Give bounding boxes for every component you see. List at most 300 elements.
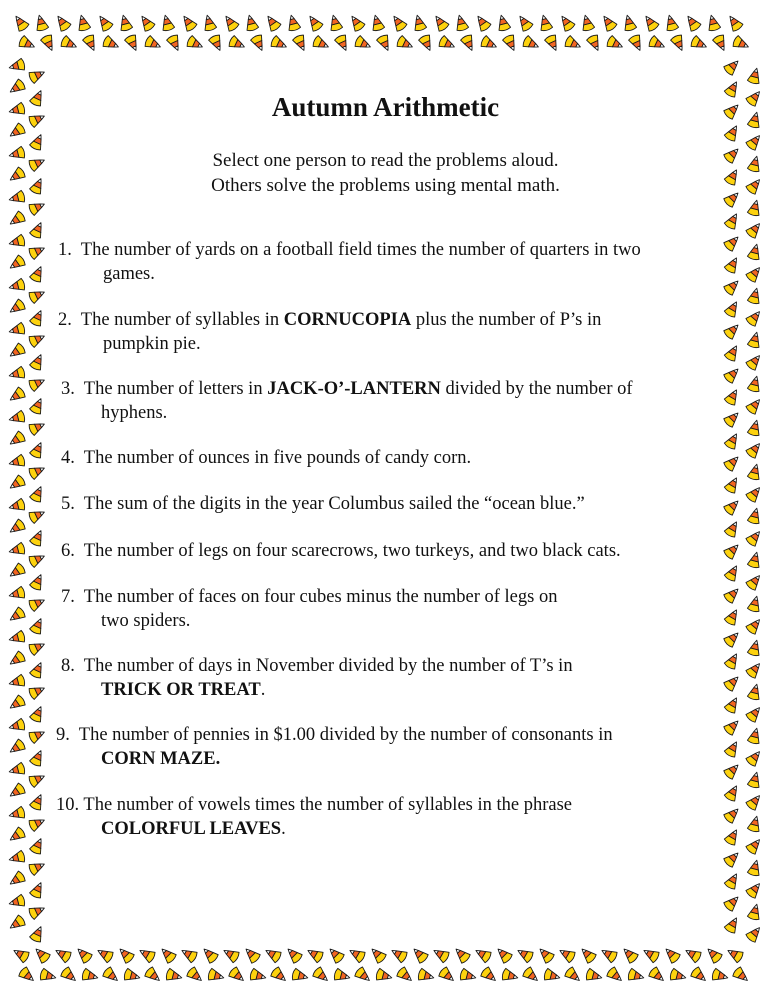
candy-corn-icon bbox=[28, 463, 47, 480]
candy-corn-icon bbox=[144, 966, 164, 985]
candy-corn-icon bbox=[32, 945, 51, 964]
candy-corn-icon bbox=[8, 630, 26, 646]
candy-corn-icon bbox=[8, 762, 26, 778]
candy-corn-icon bbox=[29, 836, 46, 855]
candy-corn-icon bbox=[724, 343, 742, 362]
candy-corn-icon bbox=[396, 966, 416, 985]
candy-corn-icon bbox=[327, 14, 343, 32]
candy-corn-icon bbox=[28, 507, 47, 524]
candy-corn-icon bbox=[7, 430, 27, 449]
candy-corn-icon bbox=[494, 945, 513, 964]
candy-corn-icon bbox=[724, 651, 742, 670]
candy-corn-icon bbox=[7, 518, 27, 537]
candy-corn-icon bbox=[627, 968, 645, 984]
problem-text-line2: games. bbox=[103, 264, 155, 284]
candy-corn-icon bbox=[745, 748, 764, 768]
candy-corn-icon bbox=[29, 616, 46, 635]
candy-corn-icon bbox=[724, 299, 742, 318]
candy-corn-icon bbox=[8, 542, 26, 558]
candy-corn-icon bbox=[29, 924, 46, 943]
candy-corn-icon bbox=[648, 966, 668, 985]
problem-number: 5. bbox=[61, 494, 75, 514]
candy-corn-icon bbox=[270, 35, 289, 52]
candy-corn-icon bbox=[60, 966, 80, 985]
candy-corn-icon bbox=[7, 694, 27, 713]
candy-corn-icon bbox=[7, 474, 27, 493]
candy-corn-icon bbox=[7, 826, 27, 845]
candy-corn-icon bbox=[8, 278, 26, 294]
instruction-line: Others solve the problems using mental math. bbox=[211, 175, 560, 196]
candy-corn-icon bbox=[495, 14, 511, 32]
candy-corn-icon bbox=[732, 35, 751, 52]
candy-corn-icon bbox=[418, 34, 435, 53]
candy-corn-icon bbox=[745, 572, 764, 592]
instructions bbox=[0, 148, 771, 198]
candy-corn-icon bbox=[28, 551, 47, 568]
candy-corn-icon bbox=[669, 968, 687, 984]
candy-corn-icon bbox=[452, 945, 471, 964]
problem-number: 8. bbox=[61, 656, 75, 676]
candy-corn-icon bbox=[29, 528, 46, 547]
candy-corn-icon bbox=[724, 739, 742, 758]
candy-corn-icon bbox=[8, 718, 26, 734]
problem-keyword: COLORFUL LEAVES bbox=[101, 819, 282, 839]
problem-text: The number of pennies in $1.00 divided by the number of consonants in bbox=[78, 725, 613, 745]
candy-corn-icon bbox=[347, 13, 366, 33]
candy-corn-icon bbox=[712, 34, 729, 53]
candy-corn-icon bbox=[7, 562, 27, 581]
problem-number: 10. bbox=[56, 795, 80, 815]
candy-corn-icon bbox=[438, 966, 458, 985]
candy-corn-icon bbox=[29, 220, 46, 239]
candy-corn-icon bbox=[250, 34, 267, 53]
candy-corn-icon bbox=[747, 243, 763, 261]
candy-corn-icon bbox=[724, 475, 742, 494]
candy-corn-icon bbox=[53, 945, 72, 963]
candy-corn-icon bbox=[7, 298, 27, 317]
candy-corn-icon bbox=[29, 396, 46, 415]
candy-corn-icon bbox=[747, 331, 763, 349]
problem-keyword: CORN MAZE. bbox=[101, 749, 221, 769]
candy-corn-icon bbox=[515, 945, 534, 963]
candy-corn-icon bbox=[747, 595, 763, 613]
candy-corn-icon bbox=[312, 966, 332, 985]
candy-corn-icon bbox=[7, 914, 27, 933]
candy-corn-icon bbox=[747, 683, 763, 701]
problem-3 bbox=[61, 377, 633, 425]
candy-corn-icon bbox=[663, 14, 679, 32]
candy-corn-icon bbox=[29, 352, 46, 371]
candy-corn-icon bbox=[29, 308, 46, 327]
candy-corn-icon bbox=[166, 34, 183, 53]
candy-corn-icon bbox=[291, 968, 309, 984]
candy-corn-icon bbox=[724, 915, 742, 934]
candy-corn-icon bbox=[723, 277, 742, 296]
candy-corn-icon bbox=[29, 792, 46, 811]
problem-keyword: TRICK OR TREAT bbox=[101, 680, 261, 700]
candy-corn-icon bbox=[28, 903, 47, 920]
candy-corn-icon bbox=[723, 761, 742, 780]
candy-corn-icon bbox=[711, 968, 729, 984]
candy-corn-icon bbox=[75, 14, 91, 32]
problem-number: 4. bbox=[61, 448, 75, 468]
candy-corn-icon bbox=[29, 704, 46, 723]
candy-corn-icon bbox=[186, 35, 205, 52]
candy-corn-icon bbox=[410, 945, 429, 964]
candy-corn-icon bbox=[7, 870, 27, 889]
candy-corn-icon bbox=[7, 210, 27, 229]
candy-corn-icon bbox=[81, 968, 99, 984]
candy-corn-icon bbox=[662, 945, 681, 964]
candy-corn-icon bbox=[8, 58, 26, 74]
candy-corn-icon bbox=[53, 13, 72, 33]
candy-corn-icon bbox=[389, 945, 408, 963]
candy-corn-icon bbox=[725, 945, 744, 963]
candy-corn-icon bbox=[723, 365, 742, 384]
candy-corn-icon bbox=[8, 894, 26, 910]
candy-corn-icon bbox=[165, 968, 183, 984]
candy-corn-icon bbox=[723, 497, 742, 516]
candy-corn-icon bbox=[8, 234, 26, 250]
problem-1 bbox=[58, 238, 641, 286]
candy-corn-icon bbox=[723, 541, 742, 560]
candy-corn-icon bbox=[747, 199, 763, 217]
candy-corn-icon bbox=[745, 924, 764, 944]
candy-corn-icon bbox=[28, 287, 47, 304]
problem-keyword: JACK-O’-LANTERN bbox=[267, 379, 441, 399]
problem-text: The number of days in November divided by the number of T’s in bbox=[83, 656, 573, 676]
candy-corn-icon bbox=[137, 13, 156, 33]
candy-corn-icon bbox=[431, 13, 450, 33]
candy-corn-icon bbox=[263, 945, 282, 963]
candy-corn-icon bbox=[95, 945, 114, 963]
candy-corn-icon bbox=[8, 498, 26, 514]
candy-corn-icon bbox=[28, 331, 47, 348]
candy-corn-icon bbox=[347, 945, 366, 963]
candy-corn-icon bbox=[270, 966, 290, 985]
candy-corn-icon bbox=[116, 945, 135, 964]
candy-corn-icon bbox=[28, 199, 47, 216]
candy-corn-icon bbox=[745, 220, 764, 240]
candy-corn-icon bbox=[29, 572, 46, 591]
candy-corn-icon bbox=[326, 945, 345, 964]
candy-corn-icon bbox=[144, 35, 163, 52]
candy-corn-icon bbox=[221, 945, 240, 963]
candy-corn-icon bbox=[28, 243, 47, 260]
candy-corn-icon bbox=[207, 968, 225, 984]
candy-corn-icon bbox=[179, 945, 198, 963]
candy-corn-icon bbox=[228, 966, 248, 985]
candy-corn-icon bbox=[599, 945, 618, 963]
candy-corn-icon bbox=[7, 386, 27, 405]
candy-corn-icon bbox=[117, 14, 133, 32]
candy-corn-icon bbox=[473, 13, 492, 33]
candy-corn-icon bbox=[186, 966, 206, 985]
candy-corn-icon bbox=[564, 35, 583, 52]
candy-corn-icon bbox=[620, 945, 639, 964]
candy-corn-icon bbox=[305, 13, 324, 33]
candy-corn-icon bbox=[7, 606, 27, 625]
candy-corn-icon bbox=[8, 806, 26, 822]
candy-corn-icon bbox=[723, 893, 742, 912]
problem-8 bbox=[61, 654, 573, 702]
candy-corn-icon bbox=[8, 850, 26, 866]
candy-corn-icon bbox=[536, 945, 555, 964]
candy-corn-icon bbox=[29, 660, 46, 679]
problem-text-line2: two spiders. bbox=[101, 611, 191, 631]
candy-corn-icon bbox=[543, 968, 561, 984]
candy-corn-icon bbox=[208, 34, 225, 53]
candy-corn-icon bbox=[724, 827, 742, 846]
candy-corn-icon bbox=[585, 968, 603, 984]
candy-corn-icon bbox=[724, 695, 742, 714]
candy-corn-icon bbox=[745, 660, 764, 680]
candy-corn-icon bbox=[724, 123, 742, 142]
candy-corn-icon bbox=[621, 14, 637, 32]
candy-corn-icon bbox=[28, 771, 47, 788]
problem-number: 1. bbox=[58, 240, 72, 260]
problem-number: 7. bbox=[61, 587, 75, 607]
candy-corn-icon bbox=[200, 945, 219, 964]
candy-corn-icon bbox=[578, 945, 597, 964]
candy-corn-icon bbox=[747, 375, 763, 393]
candy-corn-icon bbox=[28, 67, 47, 84]
problem-text-after: . bbox=[260, 680, 266, 700]
candy-corn-icon bbox=[7, 650, 27, 669]
problem-text: The number of letters in bbox=[83, 379, 268, 399]
candy-corn-icon bbox=[60, 35, 79, 52]
candy-corn-icon bbox=[228, 35, 247, 52]
candy-corn-icon bbox=[724, 783, 742, 802]
candy-corn-icon bbox=[747, 903, 763, 921]
candy-corn-icon bbox=[579, 14, 595, 32]
candy-corn-icon bbox=[28, 639, 47, 656]
candy-corn-icon bbox=[723, 629, 742, 648]
candy-corn-icon bbox=[354, 35, 373, 52]
problem-line2-wrap bbox=[56, 747, 613, 771]
candy-corn-icon bbox=[7, 342, 27, 361]
candy-corn-icon bbox=[28, 595, 47, 612]
candy-corn-icon bbox=[745, 352, 764, 372]
candy-corn-icon bbox=[28, 375, 47, 392]
candy-corn-icon bbox=[557, 945, 576, 963]
candy-corn-icon bbox=[8, 454, 26, 470]
candy-corn-icon bbox=[747, 507, 763, 525]
candy-corn-icon bbox=[723, 321, 742, 340]
problem-number: 2. bbox=[58, 310, 72, 330]
candy-corn-icon bbox=[723, 453, 742, 472]
candy-corn-icon bbox=[375, 968, 393, 984]
candy-corn-icon bbox=[745, 880, 764, 900]
candy-corn-icon bbox=[334, 34, 351, 53]
candy-corn-icon bbox=[333, 968, 351, 984]
problem-line2-wrap bbox=[56, 817, 572, 841]
candy-corn-icon bbox=[39, 968, 57, 984]
candy-corn-icon bbox=[28, 419, 47, 436]
candy-corn-icon bbox=[747, 727, 763, 745]
problem-10 bbox=[56, 793, 572, 841]
candy-corn-icon bbox=[8, 674, 26, 690]
candy-corn-icon bbox=[33, 14, 49, 32]
candy-corn-icon bbox=[745, 484, 764, 504]
problem-9 bbox=[56, 723, 613, 771]
candy-corn-icon bbox=[305, 945, 324, 963]
candy-corn-icon bbox=[745, 704, 764, 724]
candy-corn-icon bbox=[74, 945, 93, 964]
candy-corn-icon bbox=[249, 968, 267, 984]
candy-corn-icon bbox=[705, 14, 721, 32]
candy-corn-icon bbox=[745, 792, 764, 812]
candy-corn-icon bbox=[480, 35, 499, 52]
candy-corn-icon bbox=[723, 585, 742, 604]
candy-corn-icon bbox=[40, 34, 57, 53]
candy-corn-icon bbox=[564, 966, 584, 985]
candy-corn-icon bbox=[243, 14, 259, 32]
candy-corn-icon bbox=[747, 419, 763, 437]
problem-text: The number of legs on four scarecrows, two turkeys, and two black cats. bbox=[83, 541, 621, 561]
candy-corn-icon bbox=[502, 34, 519, 53]
candy-corn-icon bbox=[724, 563, 742, 582]
candy-corn-icon bbox=[599, 13, 618, 33]
candy-corn-icon bbox=[7, 254, 27, 273]
problem-keyword: CORNUCOPIA bbox=[283, 310, 412, 330]
candy-corn-icon bbox=[459, 968, 477, 984]
candy-corn-icon bbox=[389, 13, 408, 33]
problem-4 bbox=[61, 446, 471, 470]
candy-corn-icon bbox=[460, 34, 477, 53]
candy-corn-icon bbox=[724, 519, 742, 538]
candy-corn-icon bbox=[747, 463, 763, 481]
candy-corn-icon bbox=[690, 966, 710, 985]
candy-corn-icon bbox=[747, 815, 763, 833]
candy-corn-icon bbox=[285, 14, 301, 32]
page-title: Autumn Arithmetic bbox=[271, 92, 500, 122]
candy-corn-icon bbox=[725, 13, 744, 33]
candy-corn-icon bbox=[704, 945, 723, 964]
candy-corn-icon bbox=[11, 13, 30, 33]
candy-corn-icon bbox=[263, 13, 282, 33]
candy-corn-icon bbox=[369, 14, 385, 32]
candy-corn-icon bbox=[544, 34, 561, 53]
candy-corn-icon bbox=[747, 859, 763, 877]
problem-6 bbox=[61, 539, 621, 563]
candy-corn-icon bbox=[732, 966, 752, 985]
candy-corn-icon bbox=[292, 34, 309, 53]
candy-corn-icon bbox=[745, 616, 764, 636]
candy-corn-icon bbox=[724, 387, 742, 406]
candy-corn-icon bbox=[8, 366, 26, 382]
problem-text: The number of syllables in bbox=[80, 310, 284, 330]
candy-corn-icon bbox=[522, 35, 541, 52]
candy-corn-icon bbox=[747, 67, 763, 85]
candy-corn-icon bbox=[368, 945, 387, 964]
candy-corn-icon bbox=[745, 440, 764, 460]
candy-corn-icon bbox=[18, 966, 38, 985]
candy-corn-icon bbox=[745, 836, 764, 856]
candy-corn-icon bbox=[7, 782, 27, 801]
candy-corn-icon bbox=[747, 639, 763, 657]
candy-corn-icon bbox=[480, 966, 500, 985]
candy-corn-icon bbox=[641, 13, 660, 33]
problem-text: The number of ounces in five pounds of candy corn. bbox=[83, 448, 472, 468]
candy-corn-icon bbox=[11, 945, 30, 963]
candy-corn-icon bbox=[723, 57, 742, 76]
problem-text-after: plus the number of P’s in bbox=[411, 310, 602, 330]
problem-text-line2: pumpkin pie. bbox=[103, 334, 201, 354]
candy-corn-icon bbox=[723, 409, 742, 428]
candy-corn-icon bbox=[284, 945, 303, 964]
candy-corn-icon bbox=[82, 34, 99, 53]
candy-corn-icon bbox=[8, 322, 26, 338]
candy-corn-icon bbox=[501, 968, 519, 984]
candy-corn-icon bbox=[724, 607, 742, 626]
problem-2 bbox=[58, 308, 601, 356]
candy-corn-icon bbox=[745, 528, 764, 548]
candy-corn-icon bbox=[683, 945, 702, 963]
candy-corn-icon bbox=[690, 35, 709, 52]
candy-corn-icon bbox=[745, 264, 764, 284]
candy-corn-icon bbox=[18, 35, 37, 52]
candy-corn-icon bbox=[606, 966, 626, 985]
candy-corn-icon bbox=[354, 966, 374, 985]
problem-text: The number of faces on four cubes minus the number of legs on bbox=[83, 587, 558, 607]
candy-corn-icon bbox=[724, 871, 742, 890]
candy-corn-icon bbox=[723, 805, 742, 824]
candy-corn-icon bbox=[29, 440, 46, 459]
candy-corn-icon bbox=[670, 34, 687, 53]
candy-corn-icon bbox=[724, 255, 742, 274]
problem-text: The number of yards on a football field times the number of quarters in two bbox=[80, 240, 641, 260]
candy-corn-icon bbox=[29, 748, 46, 767]
candy-corn-icon bbox=[95, 13, 114, 33]
candy-corn-icon bbox=[683, 13, 702, 33]
candy-corn-icon bbox=[396, 35, 415, 52]
candy-corn-icon bbox=[312, 35, 331, 52]
candy-corn-icon bbox=[438, 35, 457, 52]
candy-corn-icon bbox=[179, 13, 198, 33]
candy-corn-icon bbox=[29, 484, 46, 503]
candy-corn-icon bbox=[747, 771, 763, 789]
candy-corn-icon bbox=[723, 717, 742, 736]
candy-corn-icon bbox=[606, 35, 625, 52]
candy-corn-icon bbox=[28, 683, 47, 700]
candy-corn-icon bbox=[201, 14, 217, 32]
candy-corn-icon bbox=[102, 35, 121, 52]
problem-text: The sum of the digits in the year Columbus sailed the “ocean blue.” bbox=[83, 494, 585, 514]
candy-corn-icon bbox=[628, 34, 645, 53]
problem-7 bbox=[61, 585, 557, 633]
candy-corn-icon bbox=[515, 13, 534, 33]
problem-text-after: . bbox=[281, 819, 286, 839]
candy-corn-icon bbox=[431, 945, 450, 963]
candy-corn-icon bbox=[29, 880, 46, 899]
candy-corn-icon bbox=[158, 945, 177, 964]
candy-corn-icon bbox=[586, 34, 603, 53]
candy-corn-icon bbox=[723, 673, 742, 692]
instruction-line: Select one person to read the problems aloud. bbox=[212, 150, 559, 171]
candy-corn-icon bbox=[453, 14, 469, 32]
problem-text-after: divided by the number of bbox=[440, 379, 633, 399]
candy-corn-icon bbox=[102, 966, 122, 985]
candy-corn-icon bbox=[242, 945, 261, 964]
problem-number: 6. bbox=[61, 541, 75, 561]
candy-corn-icon bbox=[537, 14, 553, 32]
candy-corn-icon bbox=[745, 396, 764, 416]
candy-corn-icon bbox=[29, 264, 46, 283]
candy-corn-icon bbox=[745, 308, 764, 328]
candy-corn-icon bbox=[7, 122, 27, 141]
candy-corn-icon bbox=[723, 849, 742, 868]
